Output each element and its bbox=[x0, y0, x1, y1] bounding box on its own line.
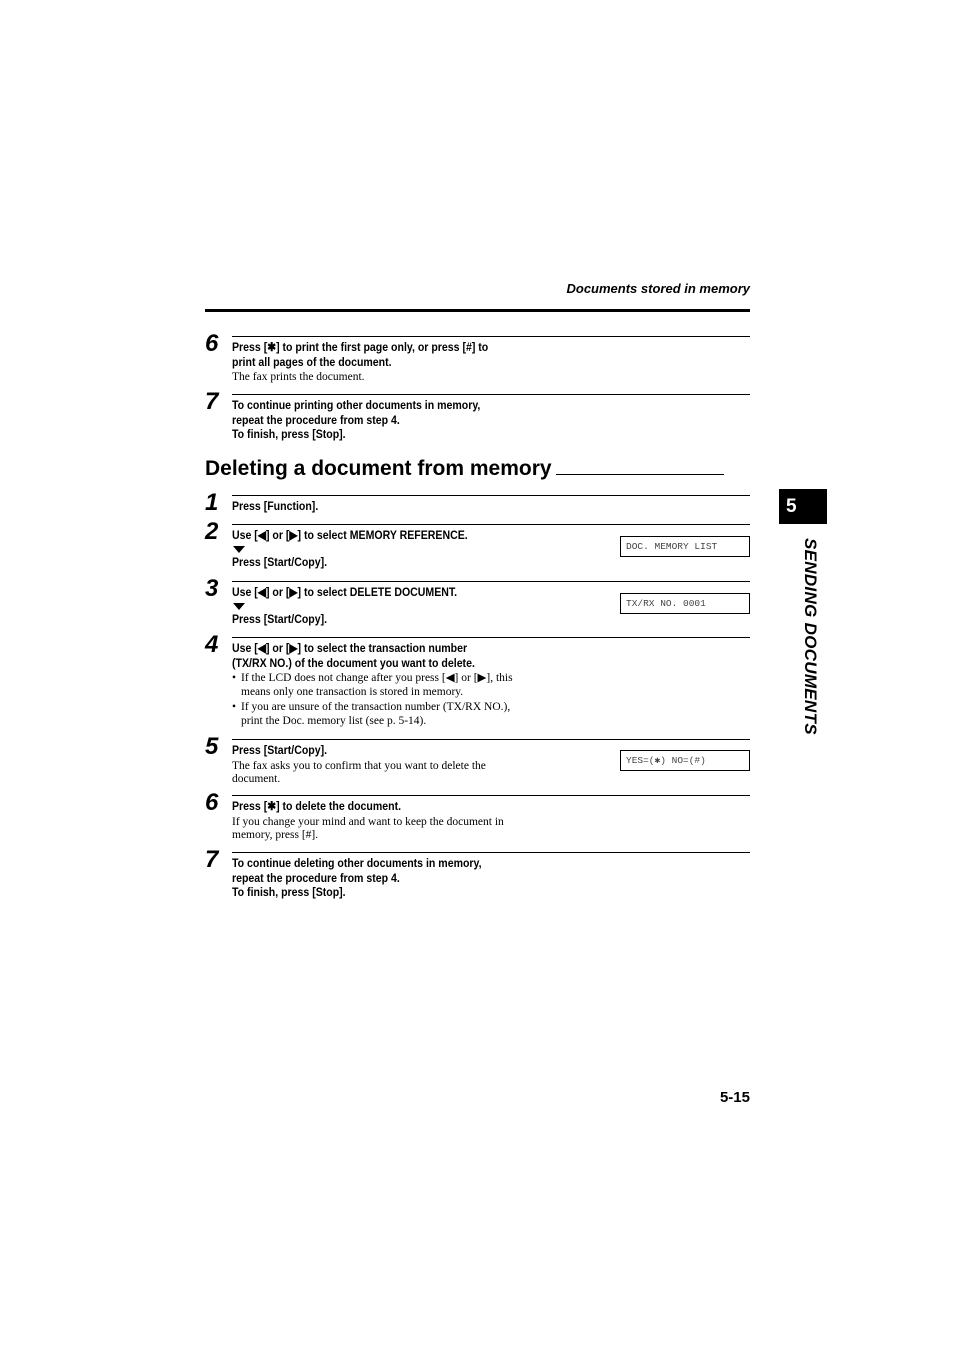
step-body bbox=[232, 398, 532, 442]
step-number: 7 bbox=[205, 846, 219, 873]
chapter-tab: 5 bbox=[779, 489, 827, 524]
lcd-display: DOC. MEMORY LIST bbox=[620, 536, 750, 557]
lcd-display: YES=(✱) NO=(#) bbox=[620, 750, 750, 771]
header-rule bbox=[205, 309, 750, 312]
step-divider bbox=[232, 739, 750, 740]
step-body bbox=[232, 528, 532, 569]
bullet-line: • If you are unsure of the transaction number (TX/RX NO.), bbox=[241, 701, 511, 713]
step-divider bbox=[232, 852, 750, 853]
down-arrow-icon bbox=[233, 546, 245, 553]
step-number: 5 bbox=[205, 733, 219, 760]
step-divider bbox=[232, 524, 750, 525]
step-body bbox=[232, 641, 532, 728]
section-title bbox=[205, 455, 750, 483]
instruction-line: repeat the procedure from step 4. bbox=[232, 870, 400, 885]
bullet-line: print the Doc. memory list (see p. 5-14). bbox=[241, 714, 427, 727]
instruction-line: To continue deleting other documents in memory, bbox=[232, 856, 482, 870]
step-divider bbox=[232, 581, 750, 582]
step-number: 7 bbox=[205, 388, 219, 415]
lcd-display: TX/RX NO. 0001 bbox=[620, 593, 750, 614]
instruction-line: To finish, press [Stop]. bbox=[232, 427, 346, 441]
step-divider bbox=[232, 495, 750, 496]
note-line: document. bbox=[232, 773, 281, 785]
instruction-line: Press [Start/Copy]. bbox=[232, 611, 328, 626]
step-divider bbox=[232, 394, 750, 395]
instruction-line: repeat the procedure from step 4. bbox=[232, 412, 400, 427]
step-number: 6 bbox=[205, 330, 219, 357]
instruction-line: Use [◀] or [▶] to select the transaction number bbox=[232, 641, 468, 655]
instruction-line: (TX/RX NO.) of the document you want to delete. bbox=[232, 655, 475, 670]
step-number: 1 bbox=[205, 489, 219, 516]
step-note bbox=[232, 816, 532, 843]
instruction-line: Use [◀] or [▶] to select DELETE DOCUMENT. bbox=[232, 585, 458, 599]
step-body bbox=[232, 499, 532, 514]
page-number: 5-15 bbox=[719, 1089, 750, 1106]
bullet-item bbox=[232, 672, 532, 699]
step-number: 6 bbox=[205, 789, 219, 816]
instruction-line: To finish, press [Stop]. bbox=[232, 885, 346, 899]
step-body bbox=[232, 743, 532, 787]
chapter-title: SENDING DOCUMENTS bbox=[801, 538, 820, 735]
step-divider bbox=[232, 795, 750, 796]
instruction-line: To continue printing other documents in memory, bbox=[232, 398, 481, 412]
title-trailing-rule bbox=[556, 473, 724, 475]
instruction-line: Use [◀] or [▶] to select MEMORY REFERENCE. bbox=[232, 528, 468, 542]
section-title-text: Deleting a document from memory bbox=[205, 457, 552, 480]
step-body bbox=[232, 585, 532, 626]
step-body bbox=[232, 799, 532, 843]
step-number: 2 bbox=[205, 518, 219, 545]
note-line: memory, press [#]. bbox=[232, 829, 319, 841]
instruction-line: Press [Function]. bbox=[232, 499, 319, 513]
bullet-line: • If the LCD does not change after you press [◀] or [▶], this bbox=[241, 672, 513, 684]
step-body bbox=[232, 856, 532, 900]
step-note bbox=[232, 760, 532, 787]
instruction-line: print all pages of the document. bbox=[232, 354, 392, 369]
note-line: The fax asks you to confirm that you want to delete the bbox=[232, 759, 486, 772]
instruction-line: Press [Start/Copy]. bbox=[232, 554, 328, 569]
step-body bbox=[232, 340, 532, 385]
bullet-line: means only one transaction is stored in memory. bbox=[241, 685, 464, 698]
instruction-line: Press [✱] to print the first page only, or press [#] to bbox=[232, 340, 489, 354]
step-number: 3 bbox=[205, 575, 219, 602]
note-line: If you change your mind and want to keep the document in bbox=[232, 815, 504, 828]
step-number: 4 bbox=[205, 631, 219, 658]
step-divider bbox=[232, 637, 750, 638]
bullet-item bbox=[232, 701, 532, 728]
instruction-line: Press [Start/Copy]. bbox=[232, 743, 328, 757]
instruction-line: Press [✱] to delete the document. bbox=[232, 799, 402, 813]
step-divider bbox=[232, 336, 750, 337]
step-note: The fax prints the document. bbox=[232, 371, 365, 383]
down-arrow-icon bbox=[233, 603, 245, 610]
running-header: Documents stored in memory bbox=[566, 281, 750, 296]
